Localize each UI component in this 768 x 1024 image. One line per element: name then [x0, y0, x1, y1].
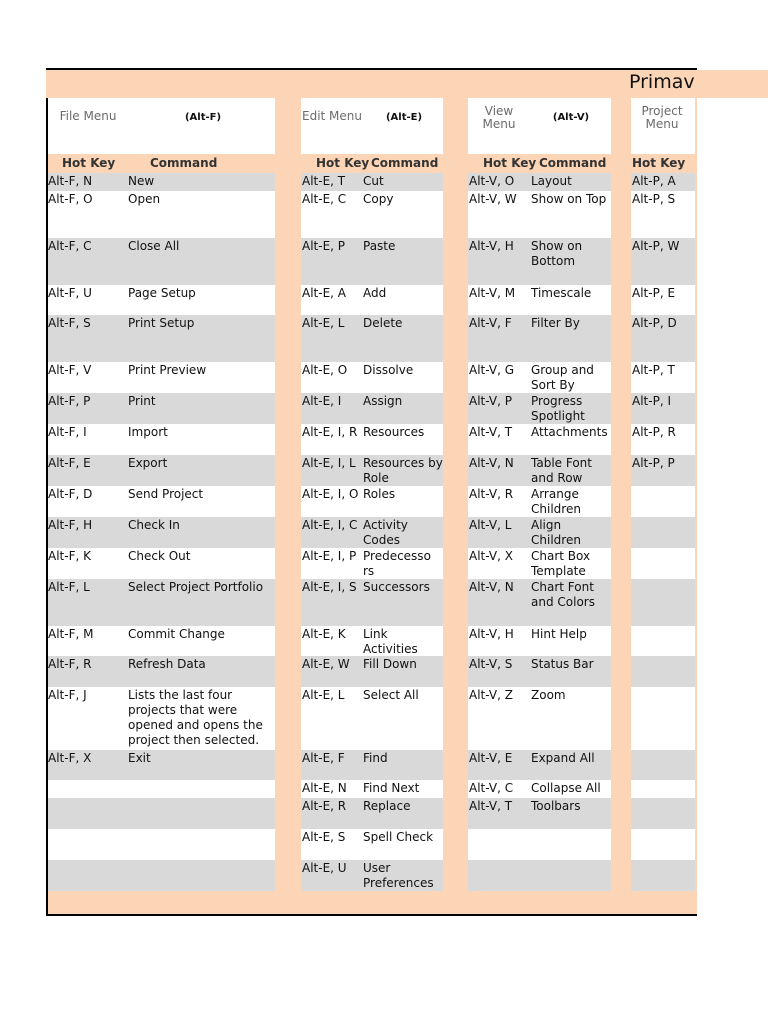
table-row [301, 860, 443, 891]
command-cell: Link Activities [363, 627, 418, 656]
hotkey-cell: Alt-V, X [469, 549, 513, 563]
hotkey-cell: Alt-V, M [469, 286, 516, 300]
table-row [301, 517, 443, 548]
hotkey-cell: Alt-V, H [469, 627, 514, 641]
table-row [48, 687, 275, 750]
hotkey-cell: Alt-E, I, S [302, 580, 357, 594]
command-cell: Zoom [531, 688, 566, 702]
command-cell: Arrange Children [531, 487, 581, 516]
hotkey-cell: Alt-E, F [302, 751, 345, 765]
command-cell: Fill Down [363, 657, 417, 671]
table-row [48, 486, 275, 517]
table-row [468, 191, 611, 238]
table-row [48, 362, 275, 393]
command-cell: Export [128, 456, 168, 470]
table-row [48, 173, 275, 191]
command-cell: Print [128, 394, 156, 408]
hotkey-cell: Alt-F, S [48, 316, 91, 330]
table-row [468, 780, 611, 798]
hotkey-cell: Alt-V, E [469, 751, 513, 765]
page-title: Primav [629, 71, 695, 93]
command-cell: Close All [128, 239, 180, 253]
hotkey-cell: Alt-V, T [469, 425, 513, 439]
hotkey-cell: Alt-E, K [302, 627, 346, 641]
table-row [631, 315, 695, 362]
table-row [631, 687, 695, 750]
table-row [301, 656, 443, 687]
hotkey-cell: Alt-F, H [48, 518, 93, 532]
command-cell: Attachments [531, 425, 608, 439]
hotkey-cell: Alt-E, I, P [302, 549, 357, 563]
hotkey-cell: Alt-V, W [469, 192, 517, 206]
table-row [631, 517, 695, 548]
hotkey-cell: Alt-P, R [632, 425, 676, 439]
table-row [468, 393, 611, 424]
command-cell: Status Bar [531, 657, 594, 671]
table-row [301, 455, 443, 486]
command-cell: Print Setup [128, 316, 195, 330]
edit-menu-alt: (Alt-E) [385, 112, 423, 123]
table-row [631, 829, 695, 860]
hotkey-cell: Alt-E, I, R [302, 425, 358, 439]
command-cell: Predecesso rs [363, 549, 431, 578]
table-row [48, 315, 275, 362]
table-row [468, 626, 611, 656]
table-row [468, 362, 611, 393]
file-menu-title: File Menu [59, 109, 117, 123]
table-row [468, 424, 611, 455]
hotkey-cell: Alt-E, I, O [302, 487, 359, 501]
hotkey-cell: Alt-F, C [48, 239, 92, 253]
table-row [301, 173, 443, 191]
hotkey-cell: Alt-V, C [469, 781, 514, 795]
table-row [301, 780, 443, 798]
table-row [301, 285, 443, 315]
hotkey-cell: Alt-V, P [469, 394, 512, 408]
table-row [631, 486, 695, 517]
hotkey-cell: Alt-P, D [632, 316, 677, 330]
file-command-header: Command [150, 156, 218, 170]
command-cell: Show on Bottom [531, 239, 583, 268]
hotkey-cell: Alt-E, I [302, 394, 342, 408]
view-menu-title: View Menu [482, 104, 516, 131]
table-row [468, 687, 611, 750]
table-row [468, 656, 611, 687]
table-row [468, 517, 611, 548]
hotkey-cell: Alt-E, N [302, 781, 347, 795]
command-cell: User Preferences [363, 861, 434, 890]
table-row [48, 780, 275, 798]
table-row [631, 455, 695, 486]
table-row [48, 393, 275, 424]
project-menu-title: Project Menu [641, 104, 683, 131]
hotkey-cell: Alt-V, H [469, 239, 514, 253]
table-row [468, 285, 611, 315]
hotkey-cell: Alt-V, G [469, 363, 515, 377]
table-row [468, 455, 611, 486]
table-row [631, 780, 695, 798]
hotkey-cell: Alt-P, T [632, 363, 675, 377]
table-row [631, 656, 695, 687]
command-cell: Assign [363, 394, 403, 408]
table-row [48, 548, 275, 579]
command-cell: Hint Help [531, 627, 587, 641]
table-row [631, 424, 695, 455]
hotkey-cell: Alt-F, P [48, 394, 91, 408]
command-cell: Toolbars [531, 799, 581, 813]
table-row [468, 860, 611, 891]
command-cell: Paste [363, 239, 396, 253]
command-cell: Timescale [531, 286, 592, 300]
command-cell: Select Project Portfolio [128, 580, 264, 594]
table-row [631, 393, 695, 424]
table-row [301, 362, 443, 393]
hotkey-cell: Alt-F, X [48, 751, 92, 765]
hotkey-cell: Alt-F, L [48, 580, 90, 594]
command-cell: Page Setup [128, 286, 196, 300]
table-row [468, 579, 611, 626]
table-row [631, 860, 695, 891]
hotkey-cell: Alt-E, C [302, 192, 347, 206]
hotkey-cell: Alt-F, D [48, 487, 93, 501]
hotkey-cell: Alt-V, T [469, 799, 513, 813]
hotkey-cell: Alt-V, L [469, 518, 512, 532]
command-cell: Copy [363, 192, 394, 206]
hotkey-cell: Alt-E, U [302, 861, 347, 875]
hotkey-cell: Alt-F, M [48, 627, 94, 641]
hotkey-cell: Alt-V, N [469, 580, 514, 594]
command-cell: Spell Check [363, 830, 434, 844]
table-row [301, 750, 443, 780]
hotkey-cell: Alt-P, E [632, 286, 676, 300]
hotkey-cell: Alt-F, O [48, 192, 93, 206]
command-cell: Find [363, 751, 388, 765]
table-row [301, 315, 443, 362]
command-cell: Align Children [531, 518, 581, 547]
hotkey-cell: Alt-F, J [48, 688, 87, 702]
table-row [48, 191, 275, 238]
command-cell: Add [363, 286, 387, 300]
table-row [301, 626, 443, 656]
command-cell: Dissolve [363, 363, 414, 377]
hotkey-cell: Alt-P, I [632, 394, 671, 408]
hotkey-cell: Alt-E, A [302, 286, 346, 300]
hotkey-cell: Alt-E, S [302, 830, 346, 844]
command-cell: Lists the last four projects that were opened and opens the project then selected. [128, 688, 263, 747]
command-cell: Activity Codes [363, 518, 408, 547]
table-row [631, 548, 695, 579]
table-row [301, 687, 443, 750]
command-cell: Resources [363, 425, 425, 439]
view-command-header: Command [539, 156, 607, 170]
table-row [301, 424, 443, 455]
table-row [468, 548, 611, 579]
table-row [468, 238, 611, 285]
hotkey-cell: Alt-F, R [48, 657, 92, 671]
command-cell: Filter By [531, 316, 580, 330]
command-cell: Collapse All [531, 781, 601, 795]
hotkey-cell: Alt-F, N [48, 174, 93, 188]
command-cell: Progress Spotlight [531, 394, 585, 423]
edit-command-header: Command [371, 156, 439, 170]
command-cell: Check Out [128, 549, 191, 563]
hotkey-cell: Alt-E, P [302, 239, 346, 253]
table-row [631, 750, 695, 780]
table-row [631, 173, 695, 191]
table-row [631, 626, 695, 656]
hotkey-cell: Alt-E, T [302, 174, 346, 188]
table-row [48, 455, 275, 486]
hotkey-cell: Alt-E, I, L [302, 456, 356, 470]
hotkey-cell: Alt-P, A [632, 174, 676, 188]
table-row [48, 285, 275, 315]
table-row [468, 829, 611, 860]
command-cell: Table Font and Row [531, 456, 592, 485]
view-menu-alt: (Alt-V) [552, 112, 590, 123]
table-row [301, 238, 443, 285]
table-row [48, 656, 275, 687]
table-row [48, 860, 275, 891]
table-row [631, 362, 695, 393]
command-cell: Layout [531, 174, 572, 188]
command-cell: Exit [128, 751, 151, 765]
hotkey-cell: Alt-E, L [302, 688, 345, 702]
command-cell: Cut [363, 174, 384, 188]
edit-menu-title: Edit Menu [302, 109, 362, 123]
command-cell: Roles [363, 487, 396, 501]
table-row [48, 626, 275, 656]
table-row [468, 173, 611, 191]
table-row [48, 750, 275, 780]
hotkey-cell: Alt-V, N [469, 456, 514, 470]
command-cell: Replace [363, 799, 411, 813]
table-row [468, 486, 611, 517]
hotkey-cell: Alt-E, I, C [302, 518, 358, 532]
table-row [48, 424, 275, 455]
project-hot-key-header: Hot Key [632, 156, 686, 170]
table-row [48, 579, 275, 626]
hotkey-cell: Alt-E, L [302, 316, 345, 330]
table-row [468, 798, 611, 829]
hotkey-cell: Alt-F, K [48, 549, 91, 563]
hotkey-cell: Alt-E, O [302, 363, 348, 377]
file-menu-alt: (Alt-F) [184, 112, 222, 123]
table-row [631, 579, 695, 626]
hotkey-cell: Alt-P, P [632, 456, 675, 470]
command-cell: New [128, 174, 155, 188]
table-row [301, 548, 443, 579]
command-cell: Chart Font and Colors [531, 580, 595, 609]
table-row [301, 829, 443, 860]
hotkey-cell: Alt-F, I [48, 425, 87, 439]
command-cell: Open [128, 192, 161, 206]
command-cell: Import [128, 425, 168, 439]
command-cell: Chart Box Template [531, 549, 591, 578]
hotkey-cell: Alt-V, S [469, 657, 513, 671]
command-cell: Expand All [531, 751, 595, 765]
hotkey-cell: Alt-P, W [632, 239, 680, 253]
command-cell: Successors [363, 580, 430, 594]
table-row [631, 238, 695, 285]
table-row [48, 829, 275, 860]
command-cell: Find Next [363, 781, 420, 795]
table-row [48, 238, 275, 285]
command-cell: Commit Change [128, 627, 225, 641]
command-cell: Resources by Role [363, 456, 443, 485]
command-cell: Select All [363, 688, 419, 702]
command-cell: Group and Sort By [531, 363, 594, 392]
table-row [301, 798, 443, 829]
edit-hot-key-header: Hot Key [316, 156, 370, 170]
hotkey-cell: Alt-F, V [48, 363, 92, 377]
table-row [301, 486, 443, 517]
hotkey-cell: Alt-E, W [302, 657, 350, 671]
view-hot-key-header: Hot Key [483, 156, 537, 170]
file-hot-key-header: Hot Key [62, 156, 116, 170]
command-cell: Print Preview [128, 363, 207, 377]
table-row [301, 393, 443, 424]
table-row [631, 798, 695, 829]
command-cell: Check In [128, 518, 180, 532]
command-cell: Delete [363, 316, 403, 330]
table-row [631, 191, 695, 238]
table-row [48, 798, 275, 829]
table-row [468, 315, 611, 362]
hotkey-cell: Alt-P, S [632, 192, 676, 206]
hotkey-cell: Alt-V, R [469, 487, 514, 501]
hotkey-cell: Alt-V, F [469, 316, 512, 330]
command-cell: Show on Top [531, 192, 607, 206]
table-row [468, 750, 611, 780]
table-row [48, 517, 275, 548]
hotkey-cell: Alt-E, R [302, 799, 347, 813]
hotkey-cell: Alt-F, U [48, 286, 92, 300]
command-cell: Send Project [128, 487, 204, 501]
hotkey-cell: Alt-V, O [469, 174, 515, 188]
table-row [631, 285, 695, 315]
table-row [301, 191, 443, 238]
command-cell: Refresh Data [128, 657, 206, 671]
hotkey-cell: Alt-V, Z [469, 688, 513, 702]
table-row [301, 579, 443, 626]
hotkey-cell: Alt-F, E [48, 456, 91, 470]
